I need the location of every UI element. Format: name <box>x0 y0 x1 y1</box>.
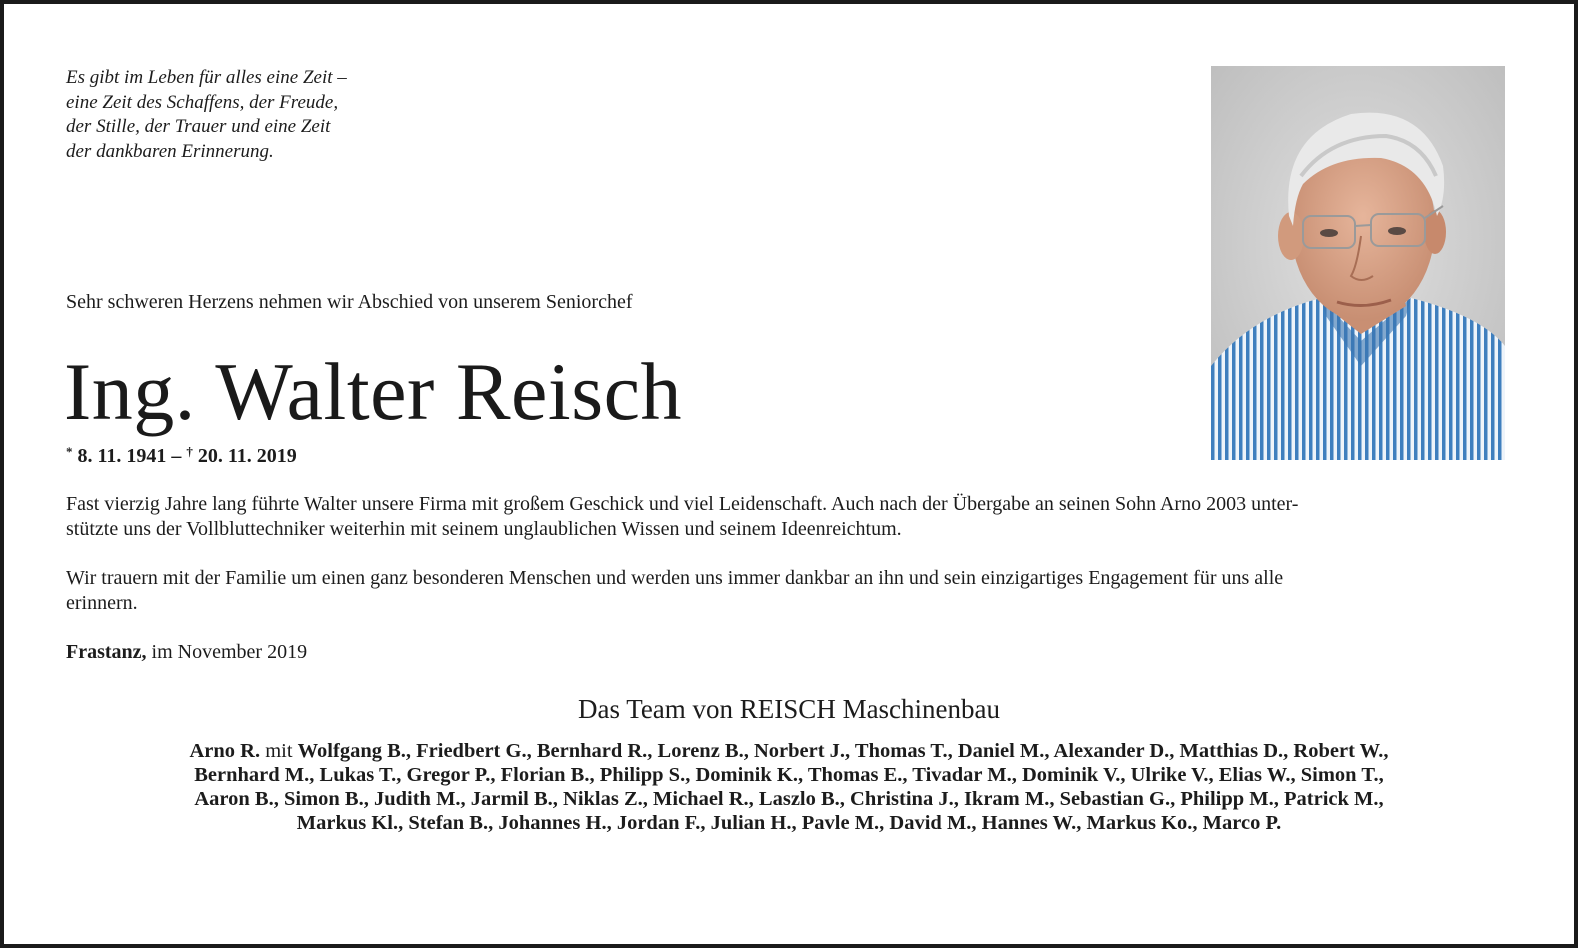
birth-date: 8. 11. 1941 <box>77 445 167 467</box>
team-names <box>4 739 1574 835</box>
team-title: Das Team von REISCH Maschinenbau <box>577 694 1001 724</box>
paragraph-history <box>66 492 1511 541</box>
mit-word: mit <box>265 740 293 762</box>
death-symbol: † <box>186 444 193 459</box>
date-separator: – <box>171 445 187 467</box>
lead-name: Arno R. <box>189 740 261 762</box>
names-line: Bernhard M., Lukas T., Gregor P., Florian B., Philipp S., Dominik K., Thomas E., Tivadar M., Dominik V., Ulrike V., Elias W., Simon T., <box>194 764 1384 786</box>
intro-text: Sehr schweren Herzens nehmen wir Abschied von unserem Seniorchef <box>66 291 633 313</box>
portrait-photo <box>1211 66 1505 460</box>
poem-line: der Stille, der Trauer und eine Zeit <box>66 116 331 137</box>
place-date <box>66 641 307 664</box>
poem-line: der dankbaren Erinnerung. <box>66 140 274 162</box>
paragraph-line: Wir trauern mit der Familie um einen ganz besonderen Menschen und werden uns immer dankbar an ihn und sein einzigartiges Engagement für uns alle <box>66 567 1284 589</box>
poem-line: Es gibt im Leben für alles eine Zeit – <box>66 67 347 88</box>
names-line: Markus Kl., Stefan B., Johannes H., Jordan F., Julian H., Pavle M., David M., Hannes W., Markus Ko., Marco P. <box>296 812 1282 834</box>
poem-line: eine Zeit des Schaffens, der Freude, <box>66 91 339 113</box>
birth-symbol: * <box>66 444 73 459</box>
paragraph-line: erinnern. <box>66 591 138 614</box>
deceased-name: Ing. Walter Reisch <box>64 346 682 437</box>
place-town: Frastanz, <box>66 641 147 663</box>
death-date: 20. 11. 2019 <box>197 445 297 467</box>
names-rest: Wolfgang B., Friedbert G., Bernhard R., Lorenz B., Norbert J., Thomas T., Daniel M., Alexander D., Matthias D., Robert W., <box>297 740 1389 762</box>
life-dates <box>66 444 297 468</box>
paragraph-mourning <box>66 566 1511 615</box>
poem-verse <box>66 66 466 164</box>
paragraph-line: stützte uns der Vollbluttechniker weiterhin mit seinem unglaublichen Wissen und seinem Ideenreichtum. <box>66 517 902 540</box>
names-line <box>4 739 1574 763</box>
names-line: Aaron B., Simon B., Judith M., Jarmil B., Niklas Z., Michael R., Laszlo B., Christina J., Ikram M., Sebastian G., Philipp M., Patrick M., <box>194 788 1384 810</box>
paragraph-line: Fast vierzig Jahre lang führte Walter unsere Firma mit großem Geschick und viel Leidenschaft. Auch nach der Übergabe an seinen Sohn Arno 2003 unter- <box>66 493 1299 515</box>
place-month: im November 2019 <box>151 641 308 663</box>
